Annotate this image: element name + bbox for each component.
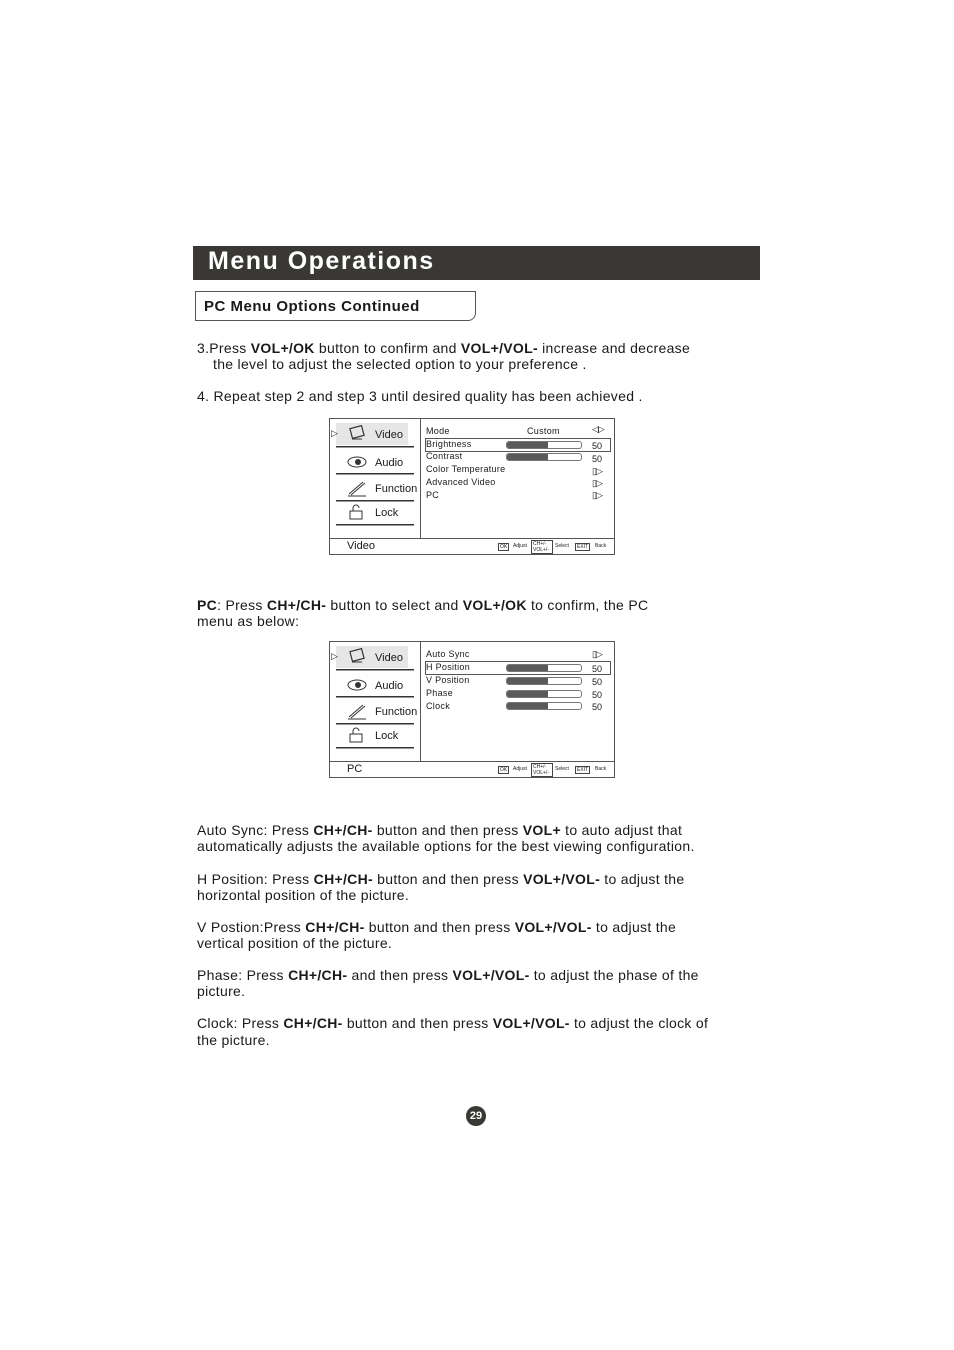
lock-icon	[346, 726, 368, 744]
menu-item-label: Audio	[375, 457, 404, 469]
menu-sidebar	[330, 419, 421, 538]
slider-fill	[507, 665, 548, 671]
phase-slider[interactable]	[506, 690, 582, 698]
section-box	[195, 291, 476, 321]
section-title: PC Menu Options Continued	[204, 298, 420, 315]
menu-row-pc[interactable]: PC	[426, 490, 440, 500]
exit-key: EXIT	[577, 767, 589, 773]
v-position-slider[interactable]	[506, 677, 582, 685]
pc-menu-screen	[329, 641, 615, 778]
pc-intro-line1: PC: Press CH+/CH- button to select and VOL+/OK to confirm, the PC	[197, 597, 649, 613]
adjust-text: Adjust	[513, 543, 527, 549]
chvol-key: CH+/- VOL+/-	[531, 763, 553, 777]
back-text: Back	[595, 543, 607, 549]
contrast-slider[interactable]	[506, 453, 582, 461]
menu-row-phase[interactable]: Phase	[426, 688, 454, 698]
adjust-text: Adjust	[513, 766, 527, 772]
select-text: Select	[555, 766, 569, 772]
slider-fill	[507, 454, 548, 460]
slider-fill	[507, 703, 548, 709]
mode-value: Custom	[527, 426, 560, 436]
phase-desc-line1: Phase: Press CH+/CH- and then press VOL+/VOL- to adjust the phase of the	[197, 967, 699, 983]
back-text: Back	[595, 766, 607, 772]
selected-arrow-icon: ▷	[331, 651, 338, 661]
menu-item-function[interactable]	[336, 477, 418, 499]
menu-item-lock[interactable]	[336, 724, 414, 746]
menu-item-label: Function	[375, 483, 418, 495]
selected-arrow-icon: ▷	[331, 428, 338, 438]
clock-value: 50	[592, 702, 603, 712]
menu-row-v-position[interactable]: V Position	[426, 675, 470, 685]
v-position-value: 50	[592, 677, 603, 687]
lock-icon	[346, 503, 368, 521]
contrast-value: 50	[592, 454, 603, 464]
pencil-note-icon	[346, 479, 368, 497]
menu-item-lock[interactable]	[336, 501, 414, 523]
divider	[336, 446, 414, 447]
menu-sidebar	[330, 642, 421, 761]
clock-desc-line2: the picture.	[197, 1032, 270, 1048]
page-title: Menu Operations	[208, 247, 435, 275]
menu-row-advanced-video[interactable]: Advanced Video	[426, 477, 496, 487]
menu-item-label: Video	[375, 429, 403, 441]
chvol-key: CH+/- VOL+/-	[531, 540, 553, 554]
ok-key: OK	[500, 767, 508, 773]
phase-value: 50	[592, 690, 603, 700]
tv-icon	[346, 425, 368, 443]
pencil-note-icon	[346, 702, 368, 720]
row-label: Brightness	[426, 439, 472, 449]
select-text: Select	[555, 543, 569, 549]
menu-footer	[330, 761, 614, 778]
brightness-slider[interactable]	[506, 441, 582, 449]
menu-item-video[interactable]	[331, 423, 408, 445]
pc-intro-line2: menu as below:	[197, 613, 300, 629]
menu-row-auto-sync[interactable]: Auto Sync	[426, 649, 470, 659]
divider	[336, 747, 414, 748]
clock-desc-line1: Clock: Press CH+/CH- button and then press VOL+/VOL- to adjust the clock of	[197, 1015, 709, 1031]
row-label: H Position	[426, 662, 471, 672]
video-menu-screen	[329, 418, 615, 555]
menu-item-label: Lock	[375, 730, 399, 742]
divider	[336, 524, 414, 525]
brightness-value: 50	[592, 441, 603, 451]
menu-item-audio[interactable]	[336, 674, 414, 696]
phase-desc-line2: picture.	[197, 983, 246, 999]
menu-row-mode[interactable]: Mode	[426, 426, 450, 436]
menu-item-label: Lock	[375, 507, 399, 519]
header-bar	[193, 246, 760, 280]
auto-sync-desc-line1: Auto Sync: Press CH+/CH- button and then press VOL+ to auto adjust that	[197, 822, 683, 838]
menu-footer	[330, 538, 614, 555]
menu-item-audio[interactable]	[336, 451, 414, 473]
menu-row-contrast[interactable]: Contrast	[426, 451, 463, 461]
enter-arrow-icon: ▯▷	[592, 649, 602, 659]
speaker-icon	[346, 453, 368, 471]
h-position-value: 50	[592, 664, 603, 674]
step4: 4. Repeat step 2 and step 3 until desired quality has been achieved .	[197, 388, 643, 404]
h-position-slider[interactable]	[506, 664, 582, 672]
step3-line2: the level to adjust the selected option to your preference .	[213, 356, 587, 372]
left-right-arrows-icon: ◁▷	[592, 424, 604, 434]
menu-row-clock[interactable]: Clock	[426, 701, 451, 711]
step3-line1: 3.Press VOL+/OK button to confirm and VOL+/VOL- increase and decrease	[197, 340, 691, 356]
h-position-desc-line2: horizontal position of the picture.	[197, 887, 410, 903]
footer-label: Video	[347, 540, 375, 552]
h-position-desc-line1: H Position: Press CH+/CH- button and then press VOL+/VOL- to adjust the	[197, 871, 685, 887]
menu-item-label: Function	[375, 706, 418, 718]
footer-label: PC	[347, 763, 363, 775]
menu-row-color-temperature[interactable]: Color Temperature	[426, 464, 506, 474]
enter-arrow-icon: ▯▷	[592, 466, 602, 476]
tv-icon	[346, 648, 368, 666]
menu-item-label: Audio	[375, 680, 404, 692]
enter-arrow-icon: ▯▷	[592, 478, 602, 488]
slider-fill	[507, 691, 548, 697]
divider	[336, 669, 414, 670]
menu-item-function[interactable]	[336, 700, 418, 722]
v-position-desc-line1: V Postion:Press CH+/CH- button and then press VOL+/VOL- to adjust the	[197, 919, 677, 935]
divider	[336, 473, 414, 474]
page-number: 29	[466, 1106, 486, 1126]
auto-sync-desc-line2: automatically adjusts the available options for the best viewing configuration.	[197, 838, 695, 854]
clock-slider[interactable]	[506, 702, 582, 710]
ok-key: OK	[500, 544, 508, 550]
v-position-desc-line2: vertical position of the picture.	[197, 935, 393, 951]
menu-item-video[interactable]	[331, 646, 408, 668]
exit-key: EXIT	[577, 544, 589, 550]
slider-fill	[507, 442, 548, 448]
menu-item-label: Video	[375, 652, 403, 664]
speaker-icon	[346, 676, 368, 694]
slider-fill	[507, 678, 548, 684]
divider	[336, 696, 414, 697]
enter-arrow-icon: ▯▷	[592, 490, 602, 500]
